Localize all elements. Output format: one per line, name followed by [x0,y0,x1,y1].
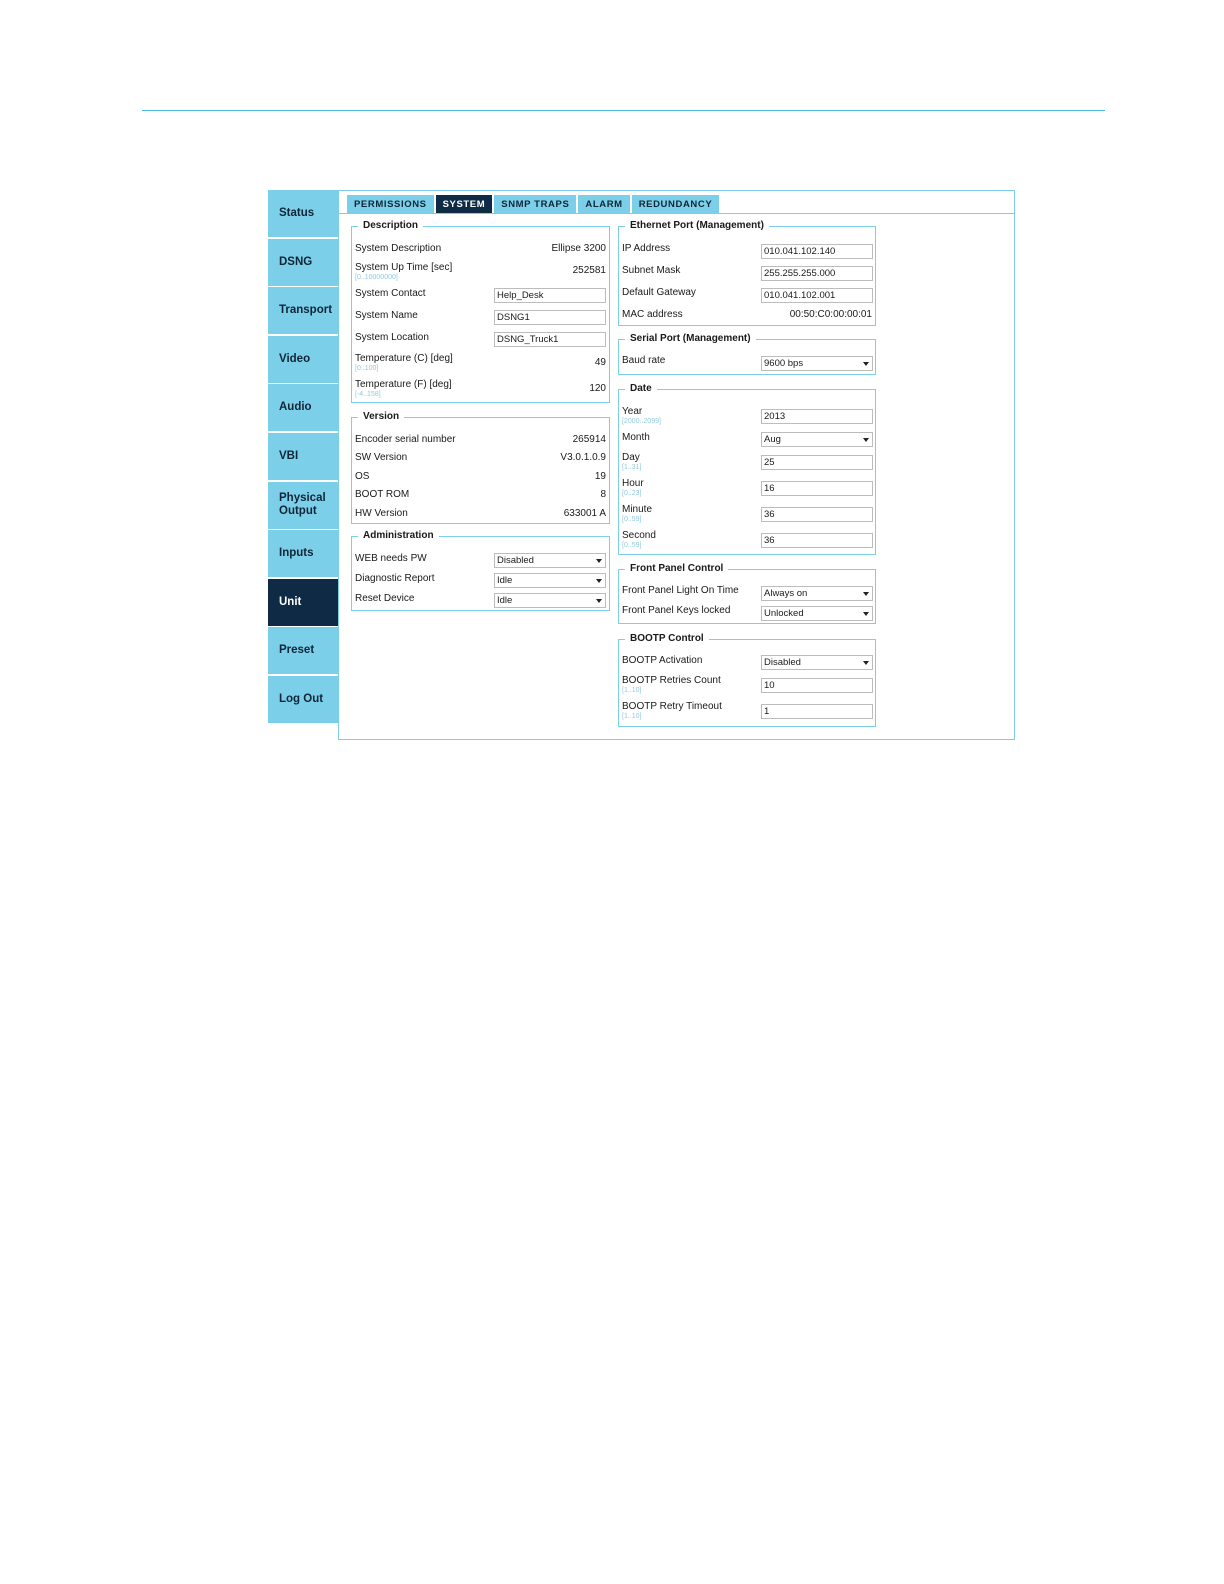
field-label: SW Version [355,452,408,463]
select-value: Disabled [497,555,534,566]
field-label: Reset Device [355,593,415,604]
field-label: Encoder serial number [355,434,456,445]
section-legend: BOOTP Control [625,633,709,644]
field-label: BOOTP Retry Timeout [622,701,722,712]
select-value: Idle [497,575,513,586]
sidebar-item-audio[interactable]: Audio [268,384,338,431]
range-hint: [0..59] [622,516,642,523]
chevron-down-icon [863,661,869,665]
sidebar-item-status[interactable]: Status [268,190,338,237]
field-label: System Description [355,243,442,254]
tab-snmp-traps[interactable]: SNMP TRAPS [494,195,576,213]
chevron-down-icon [863,362,869,366]
chevron-down-icon [596,559,602,563]
temp-f-value: 120 [589,383,606,394]
sidebar-item-transport[interactable]: Transport [268,287,338,334]
chevron-down-icon [596,579,602,583]
system-description-value: Ellipse 3200 [551,243,606,254]
serial-section [618,333,876,375]
section-legend: Front Panel Control [625,563,728,574]
front-panel-section [618,563,876,624]
range-hint: [0..59] [622,542,642,549]
default-gateway-input[interactable]: 010.041.102.001 [761,288,873,303]
range-hint: [0..100] [355,365,379,372]
sw-version-value: V3.0.1.0.9 [560,452,606,463]
range-hint: [1..31] [622,464,642,471]
field-label: WEB needs PW [355,553,427,564]
field-label: Hour [622,478,644,489]
select-value: Idle [497,595,513,606]
select-value: Aug [764,434,781,445]
field-label: System Name [355,310,418,321]
field-label: Front Panel Keys locked [622,605,731,616]
date-section [618,383,876,555]
chevron-down-icon [863,592,869,596]
second-input[interactable]: 36 [761,533,873,548]
select-value: Unlocked [764,608,804,619]
field-label: OS [355,471,370,482]
month-select[interactable] [761,432,873,447]
section-legend: Ethernet Port (Management) [625,220,769,231]
field-label: System Up Time [sec] [355,262,453,273]
uptime-value: 252581 [572,265,606,276]
chevron-down-icon [863,438,869,442]
field-label: Baud rate [622,355,666,366]
range-hint: [1..10] [622,687,642,694]
section-legend: Date [625,383,657,394]
subnet-mask-input[interactable]: 255.255.255.000 [761,266,873,281]
diagnostic-report-select[interactable] [494,573,606,588]
tab-redundancy[interactable]: REDUNDANCY [632,195,720,213]
field-label: Diagnostic Report [355,573,435,584]
tab-divider [339,213,1014,214]
system-name-input[interactable]: DSNG1 [494,310,606,325]
field-label: Front Panel Light On Time [622,585,739,596]
field-label: IP Address [622,243,671,254]
sidebar-item-vbi[interactable]: VBI [268,433,338,480]
select-value: Always on [764,588,808,599]
front-panel-light-select[interactable] [761,586,873,601]
description-section [351,220,610,403]
section-legend: Description [358,220,423,231]
tab-system[interactable]: SYSTEM [436,195,493,213]
front-panel-keys-select[interactable] [761,606,873,621]
field-label: Year [622,406,643,417]
range-hint: [0..23] [622,490,642,497]
ip-address-input[interactable]: 010.041.102.140 [761,244,873,259]
bootp-activation-select[interactable] [761,655,873,670]
tab-alarm[interactable]: ALARM [578,195,629,213]
bootp-retry-timeout-input[interactable]: 1 [761,704,873,719]
field-label: Day [622,452,640,463]
field-label: Temperature (C) [deg] [355,353,453,364]
field-label: Subnet Mask [622,265,681,276]
field-label: System Contact [355,288,426,299]
hour-input[interactable]: 16 [761,481,873,496]
select-value: Disabled [764,657,801,668]
sidebar-item-unit[interactable]: Unit [268,579,338,626]
web-needs-pw-select[interactable] [494,553,606,568]
field-label: BOOTP Activation [622,655,703,666]
section-legend: Version [358,411,404,422]
chevron-down-icon [863,612,869,616]
sidebar-item-preset[interactable]: Preset [268,627,338,674]
select-value: 9600 bps [764,358,804,369]
temp-c-value: 49 [594,357,606,368]
unit-panel [338,190,1015,740]
minute-input[interactable]: 36 [761,507,873,522]
os-value: 19 [594,471,606,482]
administration-section [351,530,610,611]
sidebar-item-physical-output[interactable]: Physical Output [268,482,338,529]
field-label: BOOTP Retries Count [622,675,721,686]
section-legend: Serial Port (Management) [625,333,756,344]
serial-number-value: 265914 [572,434,606,445]
field-label: BOOT ROM [355,489,410,500]
range-hint: [1..10] [622,713,642,720]
day-input[interactable]: 25 [761,455,873,470]
tab-bar [347,195,721,213]
section-legend: Administration [358,530,439,541]
baud-rate-select[interactable] [761,356,873,371]
reset-device-select[interactable] [494,593,606,608]
sidebar-item-dsng[interactable]: DSNG [268,239,338,286]
hw-version-value: 633001 A [563,508,606,519]
boot-rom-value: 8 [600,489,606,500]
field-label: HW Version [355,508,408,519]
system-contact-input[interactable]: Help_Desk [494,288,606,303]
bootp-section [618,633,876,727]
version-section [351,411,610,524]
year-input[interactable]: 2013 [761,409,873,424]
sidebar-item-video[interactable]: Video [268,336,338,383]
field-label: Temperature (F) [deg] [355,379,452,390]
range-hint: [0..10000000] [355,274,398,281]
field-label: Second [622,530,656,541]
sidebar-nav [268,190,338,725]
sidebar-item-inputs[interactable]: Inputs [268,530,338,577]
system-location-input[interactable]: DSNG_Truck1 [494,332,606,347]
page-top-rule [142,110,1105,111]
field-label: System Location [355,332,429,343]
field-label: Default Gateway [622,287,696,298]
ethernet-section [618,220,876,326]
range-hint: [2000..2099] [622,418,661,425]
chevron-down-icon [596,599,602,603]
range-hint: [-4..158] [355,391,381,398]
tab-permissions[interactable]: PERMISSIONS [347,195,434,213]
bootp-retries-input[interactable]: 10 [761,678,873,693]
field-label: Month [622,432,650,443]
sidebar-item-logout[interactable]: Log Out [268,676,338,723]
field-label: Minute [622,504,653,515]
mac-address-value: 00:50:C0:00:00:01 [789,309,872,320]
field-label: MAC address [622,309,683,320]
